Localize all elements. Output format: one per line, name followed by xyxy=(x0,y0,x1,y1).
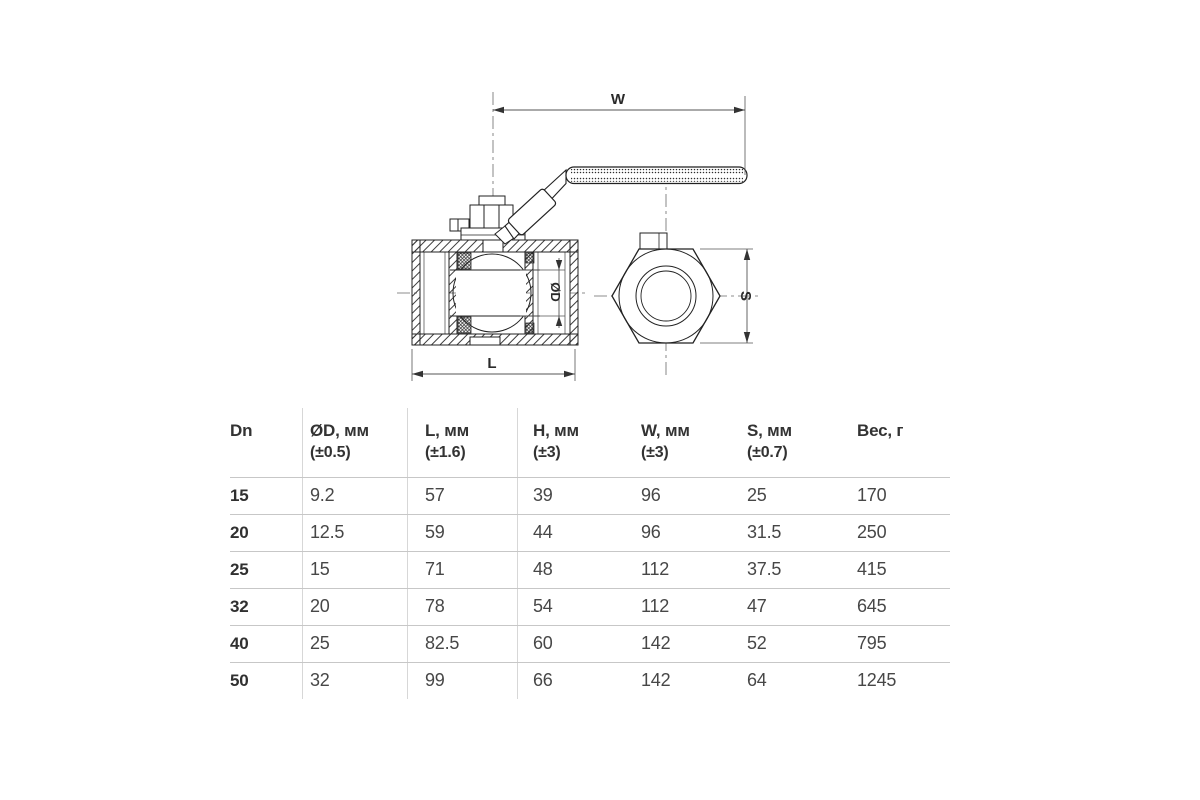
cell-s: 52 xyxy=(747,633,767,653)
spec-table xyxy=(230,408,950,699)
cell-l: 57 xyxy=(408,478,518,514)
column-header-weight: Вес, г xyxy=(857,421,904,440)
valve-section-view xyxy=(412,196,578,345)
cell-l: 99 xyxy=(408,663,518,699)
cell-od: 9.2 xyxy=(303,478,408,514)
cell-h: 39 xyxy=(533,485,553,505)
handle-sleeve xyxy=(507,188,557,236)
cell-od: 15 xyxy=(303,552,408,588)
table-row xyxy=(230,662,950,699)
column-header-l: L, мм (±1.6) xyxy=(408,408,518,477)
cell-dn: 15 xyxy=(230,478,303,514)
table-row xyxy=(230,625,950,662)
column-header-w: W, мм (±3) xyxy=(641,421,690,461)
cell-dn: 25 xyxy=(230,552,303,588)
dimension-label-l: L xyxy=(487,355,497,372)
cell-s: 64 xyxy=(747,670,767,690)
dimension-w xyxy=(493,91,745,175)
cell-l: 82.5 xyxy=(408,626,518,662)
cell-s: 31.5 xyxy=(747,522,782,542)
valve-drawing xyxy=(385,75,775,405)
cell-od: 12.5 xyxy=(303,515,408,551)
cell-weight: 1245 xyxy=(857,670,897,690)
table-row xyxy=(230,477,950,514)
cell-h: 44 xyxy=(533,522,553,542)
cell-w: 96 xyxy=(641,522,661,542)
cell-weight: 250 xyxy=(857,522,887,542)
cell-w: 112 xyxy=(641,559,670,579)
cell-weight: 415 xyxy=(857,559,887,579)
valve-seat xyxy=(458,253,471,269)
cell-od: 32 xyxy=(303,663,408,699)
cell-dn: 32 xyxy=(230,589,303,625)
cell-s: 37.5 xyxy=(747,559,782,579)
cell-w: 142 xyxy=(641,633,671,653)
cell-l: 59 xyxy=(408,515,518,551)
cell-h: 54 xyxy=(533,596,553,616)
dimension-label-w: W xyxy=(610,91,626,108)
table-row xyxy=(230,551,950,588)
cell-w: 142 xyxy=(641,670,671,690)
cell-h: 48 xyxy=(533,559,553,579)
cell-s: 25 xyxy=(747,485,767,505)
column-header-h: H, мм (±3) xyxy=(533,421,579,461)
dimension-l xyxy=(412,349,575,381)
cell-dn: 40 xyxy=(230,626,303,662)
column-header-s: S, мм (±0.7) xyxy=(747,421,792,461)
column-header-od: ØD, мм (±0.5) xyxy=(303,408,408,477)
dimension-label-od: ØD xyxy=(548,282,563,302)
cell-h: 60 xyxy=(533,633,553,653)
table-row xyxy=(230,514,950,551)
valve-end-view xyxy=(612,233,720,343)
cell-s: 47 xyxy=(747,596,767,616)
cell-w: 112 xyxy=(641,596,670,616)
valve-seat xyxy=(458,317,471,333)
cell-h: 66 xyxy=(533,670,553,690)
cell-l: 78 xyxy=(408,589,518,625)
column-header-dn: Dn xyxy=(230,408,303,477)
cell-l: 71 xyxy=(408,552,518,588)
dimension-label-s: S xyxy=(737,290,754,302)
cell-weight: 645 xyxy=(857,596,887,616)
cell-dn: 50 xyxy=(230,663,303,699)
hex-body xyxy=(612,249,720,343)
cell-weight: 795 xyxy=(857,633,887,653)
handle xyxy=(495,167,747,244)
cell-dn: 20 xyxy=(230,515,303,551)
cell-weight: 170 xyxy=(857,485,887,505)
table-row xyxy=(230,588,950,625)
cell-od: 20 xyxy=(303,589,408,625)
cell-w: 96 xyxy=(641,485,661,505)
cell-od: 25 xyxy=(303,626,408,662)
table-header-row xyxy=(230,408,950,477)
